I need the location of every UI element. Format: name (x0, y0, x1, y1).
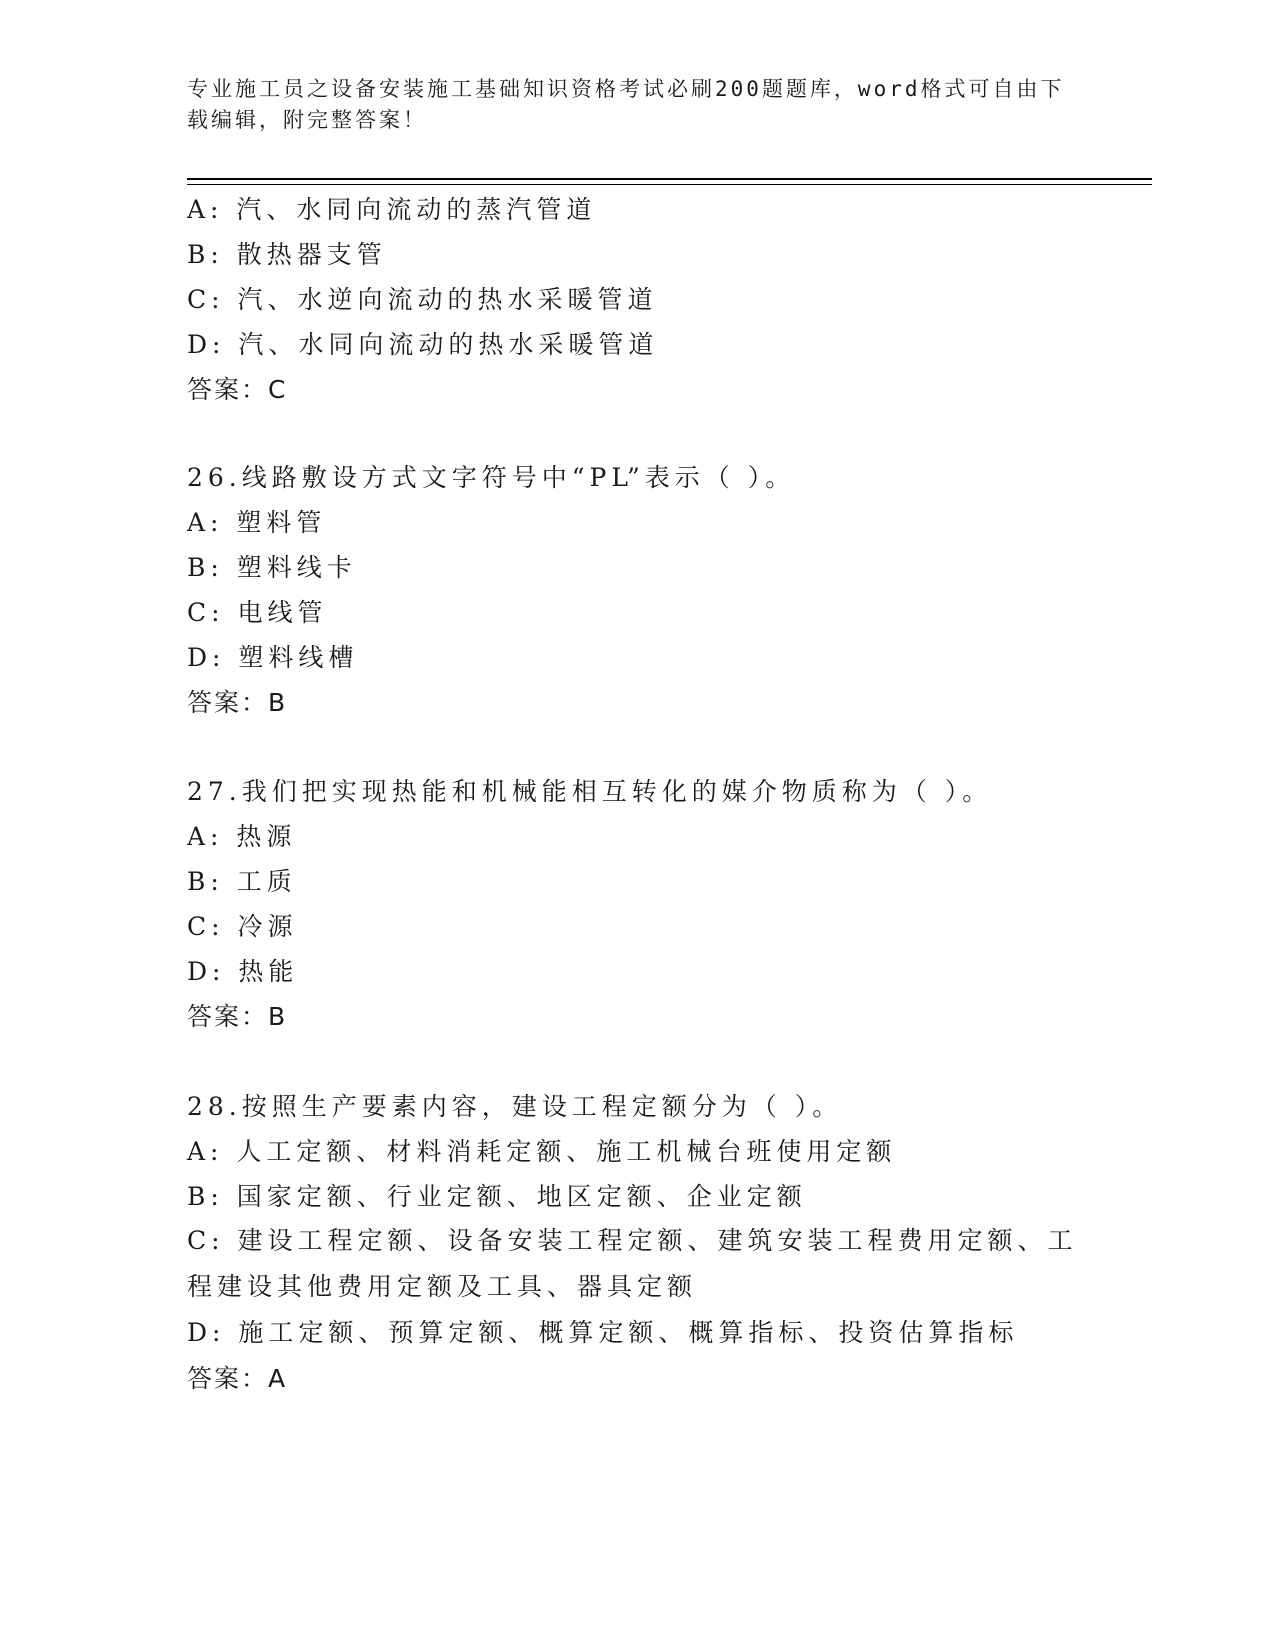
q27-option-c: C: 冷源 (187, 912, 298, 941)
q26-option-d: D: 塑料线槽 (187, 643, 359, 672)
q27-stem: 27.我们把实现热能和机械能相互转化的媒介物质称为（ ）。 (187, 777, 993, 806)
q26-option-b: B: 塑料线卡 (187, 553, 357, 582)
q27-option-a: A: 热源 (187, 822, 297, 851)
q28-option-d: D: 施工定额、预算定额、概算定额、概算指标、投资估算指标 (187, 1318, 1019, 1347)
q26-option-a: A: 塑料管 (187, 508, 327, 537)
q28-stem: 28.按照生产要素内容，建设工程定额分为（ ）。 (187, 1092, 843, 1121)
prev-option-a: A: 汽、水同向流动的蒸汽管道 (187, 195, 597, 224)
prev-option-c: C: 汽、水逆向流动的热水采暖管道 (187, 285, 658, 314)
q28-answer: 答案：A (187, 1364, 288, 1393)
q26-stem: 26.线路敷设方式文字符号中“PL”表示（ ）。 (187, 463, 796, 492)
prev-option-b: B: 散热器支管 (187, 240, 387, 269)
prev-option-d: D: 汽、水同向流动的热水采暖管道 (187, 330, 659, 359)
q27-option-b: B: 工质 (187, 867, 297, 896)
q28-option-a: A: 人工定额、材料消耗定额、施工机械台班使用定额 (187, 1137, 897, 1166)
prev-answer: 答案：C (187, 375, 288, 404)
q26-answer: 答案：B (187, 688, 288, 717)
header-rule-bottom (187, 184, 1152, 185)
q27-option-d: D: 热能 (187, 957, 299, 986)
q28-option-b: B: 国家定额、行业定额、地区定额、企业定额 (187, 1182, 807, 1211)
q28-option-c: C: 建设工程定额、设备安装工程定额、建筑安装工程费用定额、工程建设其他费用定额及工具、器具定额 (187, 1226, 1078, 1301)
q27-answer: 答案：B (187, 1002, 288, 1031)
q26-option-c: C: 电线管 (187, 598, 328, 627)
header-rule-top (187, 178, 1152, 180)
document-header: 专业施工员之设备安装施工基础知识资格考试必刷200题题库，word格式可自由下载编辑，附完整答案！ (187, 77, 1065, 132)
